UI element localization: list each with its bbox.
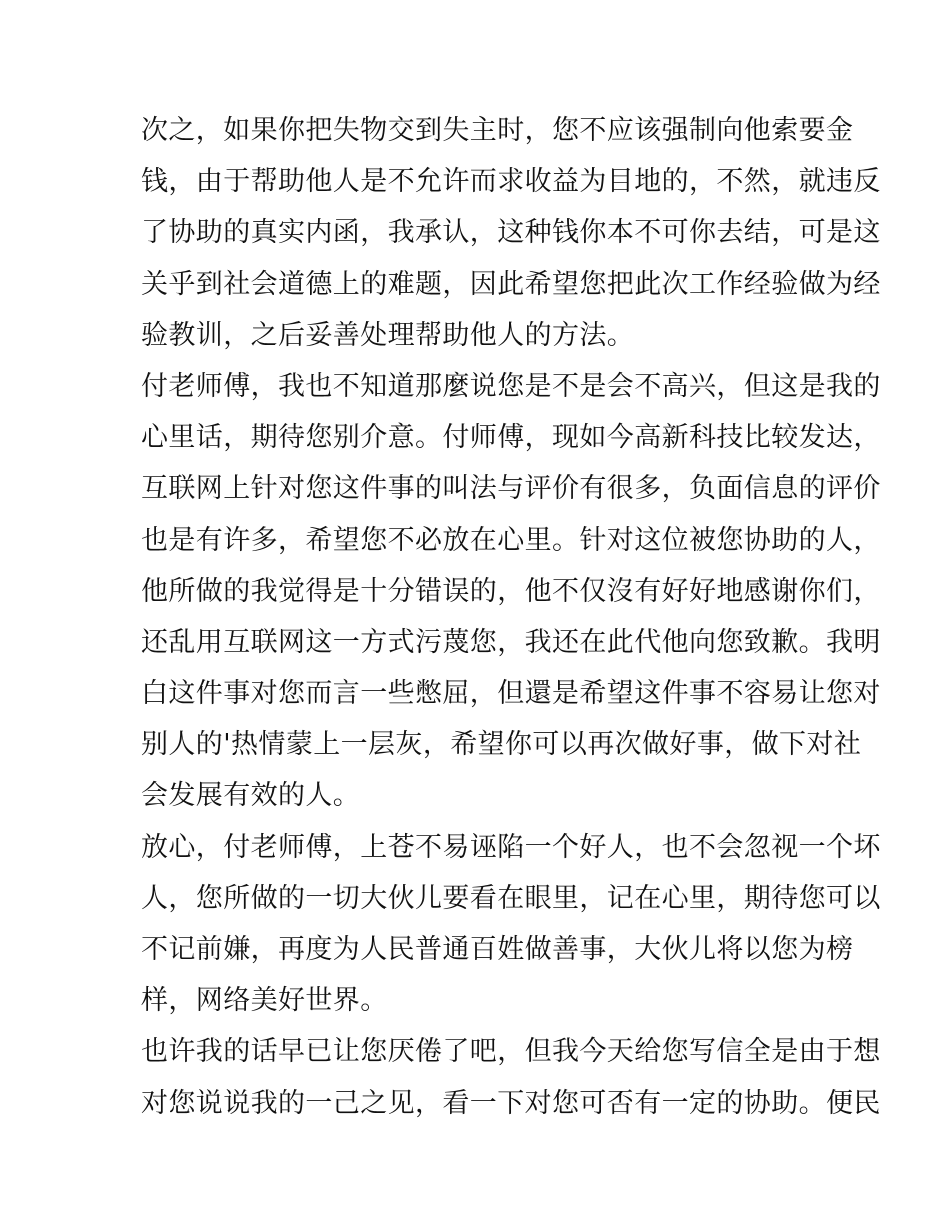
text-line: 也是有许多，希望您不必放在心里。针对这位被您协助的人， [141,524,881,556]
text-line: 别人的'热情蒙上一层灰，希望你可以再次做好事，做下对社 [141,729,862,761]
text-line: 放心，付老师傅，上苍不易诬陷一个好人，也不会忽视一个坏 [141,831,881,863]
text-line: 还乱用互联网这一方式污蔑您，我还在此代他向您致歉。我明 [141,626,881,658]
letter-body [141,105,881,1129]
text-line: 也许我的话早已让您厌倦了吧，但我今天给您写信全是由于想 [141,1036,881,1068]
text-line: 白这件事对您而言一些憋屈，但還是希望这件事不容易让您对 [141,678,881,710]
text-line: 关乎到社会道德上的难题，因此希望您把此次工作经验做为经 [141,268,881,300]
text-line: 会发展有效的人。 [141,780,361,812]
text-line: 钱，由于帮助他人是不允许而求收益为目地的，不然，就违反 [141,166,881,198]
text-line: 不记前嫌，再度为人民普通百姓做善事，大伙儿将以您为榜 [141,934,854,965]
text-line: 样，网络美好世界。 [141,985,388,1017]
text-line: 次之，如果你把失物交到失主时，您不应该强制向他索要金 [141,115,854,146]
text-line: 对您说说我的一己之见，看一下对您可否有一定的协助。便民 [141,1087,881,1119]
text-line: 互联网上针对您这件事的叫法与评价有很多，负面信息的评价 [141,473,881,505]
text-line: 了协助的真实内函，我承认，这种钱你本不可你去结，可是这 [141,217,881,249]
text-line: 付老师傅，我也不知道那麼说您是不是会不高兴，但这是我的 [141,370,881,402]
text-line: 他所做的我觉得是十分错误的，他不仅沒有好好地感谢你们， [141,575,881,607]
text-line: 心里话，期待您别介意。付师傅，现如今高新科技比较发达， [141,422,881,454]
text-line: 人，您所做的一切大伙儿要看在眼里，记在心里，期待您可以 [141,882,881,914]
text-line: 验教训，之后妥善处理帮助他人的方法。 [141,319,635,351]
